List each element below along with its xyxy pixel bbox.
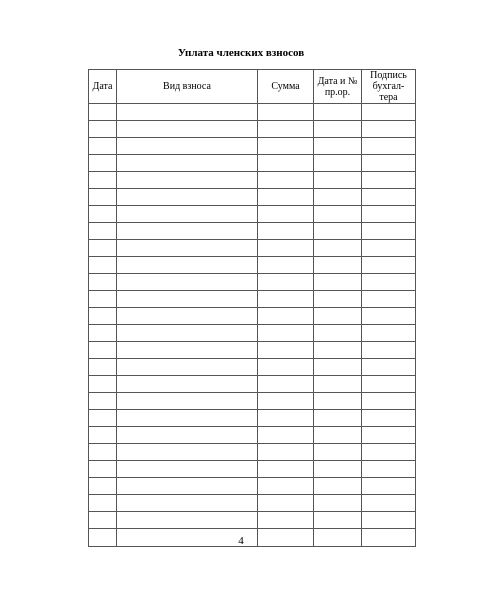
- order-cell: [314, 240, 362, 257]
- order-cell: [314, 393, 362, 410]
- order-cell: [314, 478, 362, 495]
- amount-cell: [258, 427, 314, 444]
- amount-cell: [258, 410, 314, 427]
- order-cell: [314, 172, 362, 189]
- date-cell: [89, 376, 117, 393]
- amount-cell: [258, 461, 314, 478]
- contribution-type-cell: [117, 325, 258, 342]
- date-cell: [89, 240, 117, 257]
- table-row: [89, 461, 416, 478]
- signature-cell: [362, 359, 416, 376]
- date-cell: [89, 342, 117, 359]
- header-accountant-signature: Подпись бухгал- тера: [362, 70, 416, 104]
- amount-cell: [258, 308, 314, 325]
- contribution-type-cell: [117, 172, 258, 189]
- table-row: [89, 138, 416, 155]
- table-row: [89, 223, 416, 240]
- date-cell: [89, 410, 117, 427]
- contribution-type-cell: [117, 291, 258, 308]
- page-number: 4: [238, 535, 244, 547]
- amount-cell: [258, 274, 314, 291]
- table-row: [89, 393, 416, 410]
- amount-cell: [258, 240, 314, 257]
- amount-cell: [258, 223, 314, 240]
- order-cell: [314, 189, 362, 206]
- amount-cell: [258, 376, 314, 393]
- order-cell: [314, 495, 362, 512]
- table-row: [89, 478, 416, 495]
- table-body: [89, 104, 416, 547]
- signature-cell: [362, 427, 416, 444]
- date-cell: [89, 189, 117, 206]
- table-row: [89, 342, 416, 359]
- signature-cell: [362, 172, 416, 189]
- contribution-type-cell: [117, 121, 258, 138]
- page-title: Уплата членских взносов: [177, 47, 305, 59]
- signature-cell: [362, 206, 416, 223]
- order-cell: [314, 512, 362, 529]
- amount-cell: [258, 342, 314, 359]
- contribution-type-cell: [117, 359, 258, 376]
- contribution-type-cell: [117, 444, 258, 461]
- date-cell: [89, 104, 117, 121]
- membership-dues-table: [88, 69, 416, 547]
- signature-cell: [362, 325, 416, 342]
- signature-cell: [362, 155, 416, 172]
- signature-cell: [362, 376, 416, 393]
- table-row: [89, 410, 416, 427]
- amount-cell: [258, 138, 314, 155]
- signature-cell: [362, 121, 416, 138]
- signature-cell: [362, 257, 416, 274]
- date-cell: [89, 138, 117, 155]
- amount-cell: [258, 495, 314, 512]
- signature-cell: [362, 342, 416, 359]
- signature-cell: [362, 274, 416, 291]
- signature-cell: [362, 189, 416, 206]
- table-row: [89, 104, 416, 121]
- table-row: [89, 189, 416, 206]
- amount-cell: [258, 325, 314, 342]
- date-cell: [89, 121, 117, 138]
- amount-cell: [258, 189, 314, 206]
- header-date: Дата: [89, 70, 117, 104]
- order-cell: [314, 223, 362, 240]
- amount-cell: [258, 172, 314, 189]
- contribution-type-cell: [117, 410, 258, 427]
- contribution-type-cell: [117, 512, 258, 529]
- order-cell: [314, 308, 362, 325]
- table-row: [89, 512, 416, 529]
- contribution-type-cell: [117, 342, 258, 359]
- table-row: [89, 206, 416, 223]
- date-cell: [89, 444, 117, 461]
- amount-cell: [258, 121, 314, 138]
- header-contribution-type: Вид взноса: [117, 70, 258, 104]
- signature-cell: [362, 444, 416, 461]
- date-cell: [89, 206, 117, 223]
- date-cell: [89, 172, 117, 189]
- date-cell: [89, 257, 117, 274]
- signature-cell: [362, 240, 416, 257]
- order-cell: [314, 427, 362, 444]
- order-cell: [314, 291, 362, 308]
- date-cell: [89, 325, 117, 342]
- order-cell: [314, 342, 362, 359]
- contribution-type-cell: [117, 104, 258, 121]
- amount-cell: [258, 512, 314, 529]
- date-cell: [89, 155, 117, 172]
- table-row: [89, 308, 416, 325]
- table-row: [89, 427, 416, 444]
- date-cell: [89, 274, 117, 291]
- header-order-date-number: Дата и № пр.ор.: [314, 70, 362, 104]
- amount-cell: [258, 104, 314, 121]
- contribution-type-cell: [117, 138, 258, 155]
- date-cell: [89, 512, 117, 529]
- contribution-type-cell: [117, 393, 258, 410]
- signature-cell: [362, 461, 416, 478]
- contribution-type-cell: [117, 274, 258, 291]
- order-cell: [314, 257, 362, 274]
- table-row: [89, 359, 416, 376]
- table-row: [89, 495, 416, 512]
- signature-cell: [362, 512, 416, 529]
- signature-cell: [362, 393, 416, 410]
- order-cell: [314, 325, 362, 342]
- signature-cell: [362, 291, 416, 308]
- contribution-type-cell: [117, 461, 258, 478]
- amount-cell: [258, 359, 314, 376]
- header-amount: Сумма: [258, 70, 314, 104]
- table-row: [89, 274, 416, 291]
- signature-cell: [362, 138, 416, 155]
- order-cell: [314, 138, 362, 155]
- signature-cell: [362, 410, 416, 427]
- contribution-type-cell: [117, 206, 258, 223]
- amount-cell: [258, 393, 314, 410]
- contribution-type-cell: [117, 189, 258, 206]
- table-row: [89, 155, 416, 172]
- signature-cell: [362, 104, 416, 121]
- date-cell: [89, 393, 117, 410]
- contribution-type-cell: [117, 376, 258, 393]
- order-cell: [314, 461, 362, 478]
- table-row: [89, 376, 416, 393]
- contribution-type-cell: [117, 495, 258, 512]
- amount-cell: [258, 155, 314, 172]
- date-cell: [89, 308, 117, 325]
- date-cell: [89, 427, 117, 444]
- amount-cell: [258, 478, 314, 495]
- table-row: [89, 291, 416, 308]
- contribution-type-cell: [117, 223, 258, 240]
- order-cell: [314, 155, 362, 172]
- order-cell: [314, 104, 362, 121]
- amount-cell: [258, 257, 314, 274]
- table-row: [89, 121, 416, 138]
- contribution-type-cell: [117, 240, 258, 257]
- date-cell: [89, 495, 117, 512]
- date-cell: [89, 223, 117, 240]
- amount-cell: [258, 291, 314, 308]
- date-cell: [89, 359, 117, 376]
- contribution-type-cell: [117, 308, 258, 325]
- table-header-row: [89, 70, 416, 104]
- signature-cell: [362, 308, 416, 325]
- order-cell: [314, 206, 362, 223]
- table-row: [89, 444, 416, 461]
- date-cell: [89, 461, 117, 478]
- date-cell: [89, 478, 117, 495]
- signature-cell: [362, 495, 416, 512]
- table-row: [89, 257, 416, 274]
- order-cell: [314, 410, 362, 427]
- amount-cell: [258, 206, 314, 223]
- contribution-type-cell: [117, 478, 258, 495]
- signature-cell: [362, 223, 416, 240]
- order-cell: [314, 359, 362, 376]
- contribution-type-cell: [117, 155, 258, 172]
- table-row: [89, 325, 416, 342]
- signature-cell: [362, 478, 416, 495]
- contribution-type-cell: [117, 427, 258, 444]
- amount-cell: [258, 444, 314, 461]
- table-row: [89, 240, 416, 257]
- table-row: [89, 172, 416, 189]
- order-cell: [314, 274, 362, 291]
- contribution-type-cell: [117, 257, 258, 274]
- order-cell: [314, 444, 362, 461]
- order-cell: [314, 376, 362, 393]
- order-cell: [314, 121, 362, 138]
- date-cell: [89, 291, 117, 308]
